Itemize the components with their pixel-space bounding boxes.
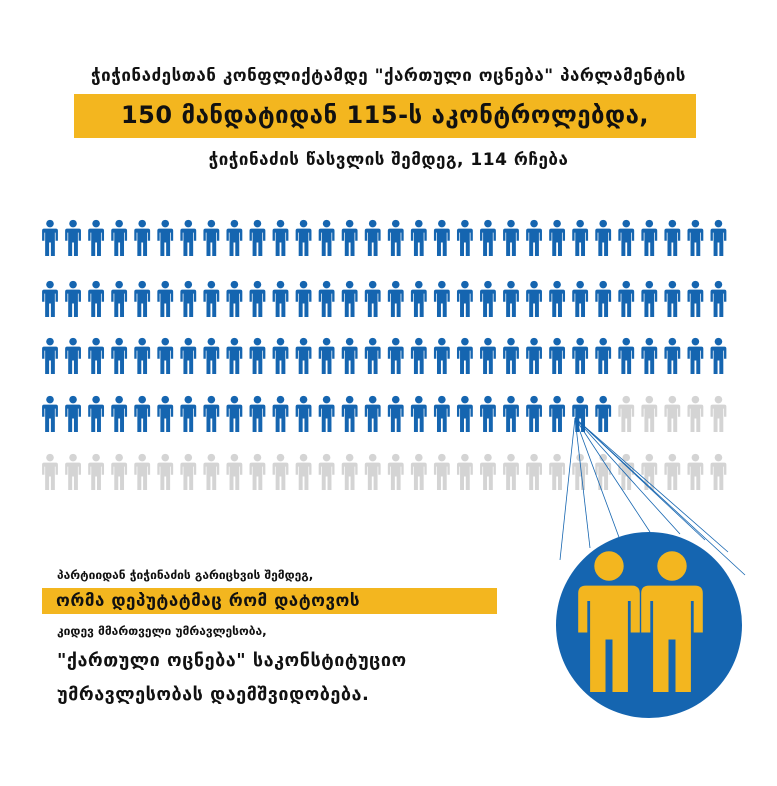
bottom-line-1: პარტიიდან ჭიჭინაძის გარიცხვის შემდეგ, bbox=[57, 568, 314, 582]
zoom-ray bbox=[560, 418, 575, 560]
bottom-line-4: "ქართული ოცნება" საკონსტიტუციო bbox=[57, 650, 407, 671]
bottom-line-2: ორმა დეპუტატმაც რომ დატოვოს bbox=[56, 591, 361, 611]
heading-line-1: ჭიჭინაძესთან კონფლიქტამდე "ქართული ოცნება" პარლამენტის bbox=[91, 66, 686, 86]
heading-line-3: ჭიჭინაძის წასვლის შემდეგ, 114 რჩება bbox=[208, 150, 569, 170]
heading-line-2: 150 მანდატიდან 115-ს აკონტროლებდა, bbox=[120, 101, 649, 129]
bottom-line-3: კიდევ მმართველი უმრავლესობა, bbox=[57, 624, 267, 638]
bottom-line-5: უმრავლესობას დაემშვიდობება. bbox=[57, 684, 370, 705]
zoom-ray bbox=[575, 418, 728, 552]
zoom-ray bbox=[575, 418, 680, 534]
